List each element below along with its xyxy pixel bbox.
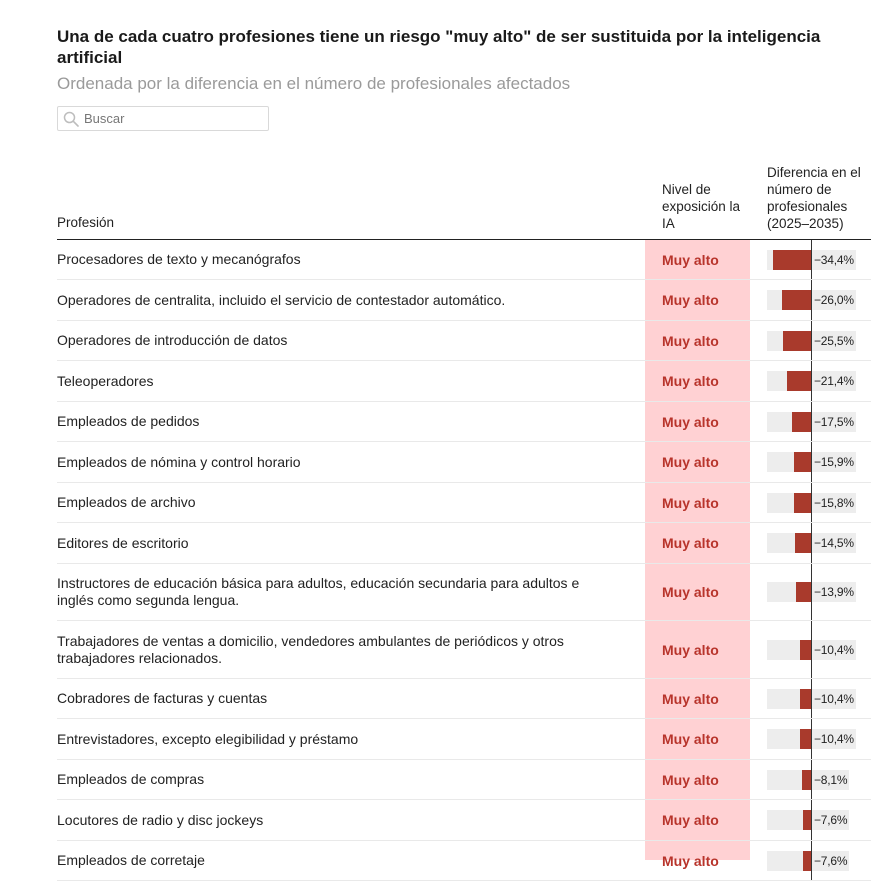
table-row[interactable] xyxy=(57,564,871,621)
exposure-level: Muy alto xyxy=(645,841,750,881)
profession-name: Entrevistadores, excepto elegibilidad y préstamo xyxy=(57,719,645,760)
table-row[interactable] xyxy=(57,760,871,800)
difference-bar xyxy=(783,331,811,351)
difference-bar xyxy=(802,770,811,790)
table-row[interactable] xyxy=(57,361,871,402)
profession-name: Empleados de archivo xyxy=(57,483,645,523)
exposure-level: Muy alto xyxy=(645,621,750,679)
difference-bar xyxy=(795,533,811,553)
difference-cell xyxy=(750,564,871,621)
profession-name: Operadores de centralita, incluido el servicio de contestador automático. xyxy=(57,280,645,321)
exposure-level: Muy alto xyxy=(645,800,750,841)
table-row[interactable] xyxy=(57,240,871,280)
difference-cell xyxy=(750,280,871,321)
chart-subtitle: Ordenada por la diferencia en el número de profesionales afectados xyxy=(57,74,571,93)
table-row[interactable] xyxy=(57,719,871,760)
difference-label: −34,4% xyxy=(812,250,856,270)
exposure-level: Muy alto xyxy=(645,442,750,483)
exposure-level: Muy alto xyxy=(645,361,750,402)
table-row[interactable] xyxy=(57,442,871,483)
difference-label: −14,5% xyxy=(812,533,856,553)
difference-bar xyxy=(782,290,811,310)
exposure-level: Muy alto xyxy=(645,523,750,564)
difference-label: −8,1% xyxy=(812,770,849,790)
table-row[interactable] xyxy=(57,280,871,321)
difference-label: −10,4% xyxy=(812,640,856,660)
difference-bar xyxy=(803,851,811,871)
difference-bar xyxy=(800,640,811,660)
difference-label: −10,4% xyxy=(812,729,856,749)
profession-name: Procesadores de texto y mecanógrafos xyxy=(57,240,645,280)
profession-name: Editores de escritorio xyxy=(57,523,645,564)
difference-bar xyxy=(800,729,811,749)
profession-name: Operadores de introducción de datos xyxy=(57,321,645,361)
exposure-level: Muy alto xyxy=(645,402,750,442)
exposure-level: Muy alto xyxy=(645,321,750,361)
exposure-level: Muy alto xyxy=(645,240,750,280)
difference-bar xyxy=(794,452,811,472)
difference-label: −7,6% xyxy=(812,810,849,830)
search-box[interactable] xyxy=(57,106,269,131)
table-row[interactable] xyxy=(57,841,871,881)
difference-label: −21,4% xyxy=(812,371,856,391)
table-row[interactable] xyxy=(57,321,871,361)
profession-name: Empleados de nómina y control horario xyxy=(57,442,645,483)
profession-name: Trabajadores de ventas a domicilio, vendedores ambulantes de periódicos y otros trabajadores relacionados. xyxy=(57,621,645,679)
difference-cell xyxy=(750,800,871,841)
table-row[interactable] xyxy=(57,621,871,679)
difference-cell xyxy=(750,402,871,442)
difference-cell xyxy=(750,321,871,361)
difference-bar xyxy=(800,689,811,709)
profession-name: Cobradores de facturas y cuentas xyxy=(57,679,645,719)
exposure-level: Muy alto xyxy=(645,679,750,719)
difference-bar xyxy=(773,250,811,270)
table-row[interactable] xyxy=(57,523,871,564)
difference-label: −15,9% xyxy=(812,452,856,472)
profession-name: Empleados de compras xyxy=(57,760,645,800)
header-level[interactable]: Nivel de exposición la IA xyxy=(662,182,741,231)
exposure-level: Muy alto xyxy=(645,760,750,800)
difference-cell xyxy=(750,719,871,760)
difference-cell xyxy=(750,841,871,881)
exposure-level: Muy alto xyxy=(645,719,750,760)
table-row[interactable] xyxy=(57,402,871,442)
profession-table xyxy=(57,240,871,881)
search-icon xyxy=(63,111,79,127)
difference-cell xyxy=(750,361,871,402)
difference-label: −10,4% xyxy=(812,689,856,709)
difference-cell xyxy=(750,523,871,564)
table-row[interactable] xyxy=(57,800,871,841)
difference-bar xyxy=(792,412,811,432)
difference-label: −17,5% xyxy=(812,412,856,432)
difference-label: −15,8% xyxy=(812,493,856,513)
difference-label: −25,5% xyxy=(812,331,856,351)
difference-bar xyxy=(794,493,811,513)
difference-cell xyxy=(750,442,871,483)
exposure-level: Muy alto xyxy=(645,280,750,321)
chart-title: Una de cada cuatro profesiones tiene un riesgo "muy alto" de ser sustituida por la inteligencia artificial xyxy=(57,27,821,67)
header-profession[interactable]: Profesión xyxy=(57,215,115,230)
difference-bar xyxy=(787,371,811,391)
exposure-level: Muy alto xyxy=(645,564,750,621)
profession-name: Empleados de pedidos xyxy=(57,402,645,442)
difference-cell xyxy=(750,679,871,719)
difference-cell xyxy=(750,621,871,679)
header-difference[interactable]: Diferencia en el número de profesionales (2025–2035) xyxy=(767,165,861,231)
difference-bar xyxy=(796,582,811,602)
profession-name: Teleoperadores xyxy=(57,361,645,402)
difference-label: −13,9% xyxy=(812,582,856,602)
difference-cell xyxy=(750,483,871,523)
exposure-level: Muy alto xyxy=(645,483,750,523)
profession-name: Locutores de radio y disc jockeys xyxy=(57,800,645,841)
difference-label: −26,0% xyxy=(812,290,856,310)
profession-name: Instructores de educación básica para adultos, educación secundaria para adultos e inglés como segunda lengua. xyxy=(57,564,645,621)
profession-name: Empleados de corretaje xyxy=(57,841,645,881)
difference-cell xyxy=(750,760,871,800)
difference-label: −7,6% xyxy=(812,851,849,871)
table-row[interactable] xyxy=(57,483,871,523)
difference-bar xyxy=(803,810,811,830)
difference-cell xyxy=(750,240,871,280)
table-row[interactable] xyxy=(57,679,871,719)
search-input[interactable] xyxy=(84,109,264,128)
